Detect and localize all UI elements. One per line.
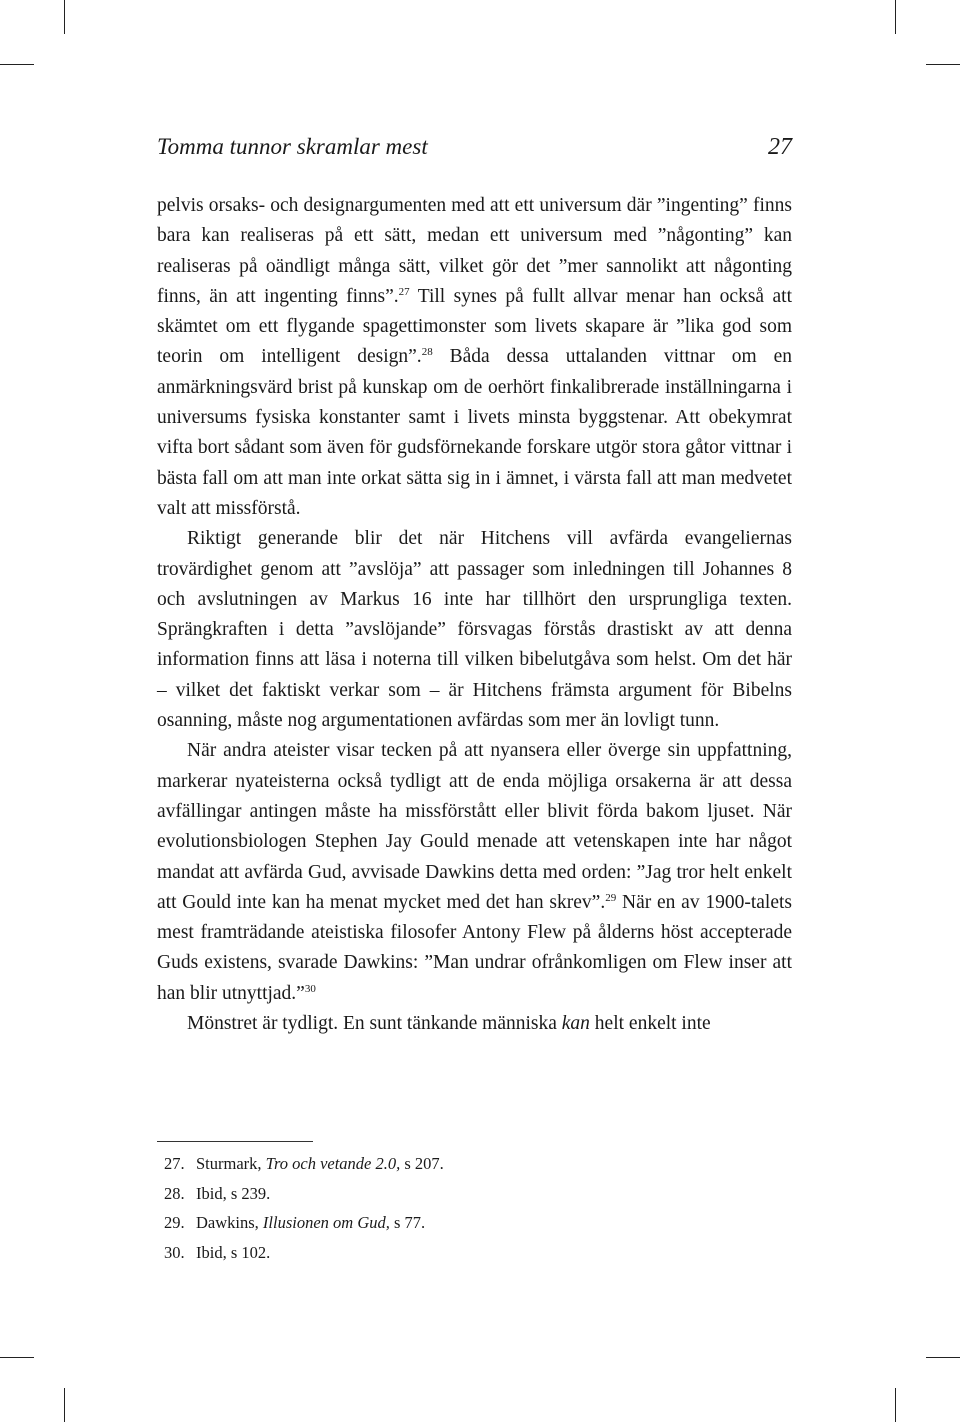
text-run: Riktigt generande blir det när Hitchens vill avfärda evangeliernas trovärdighet genom att ”avslöja” att passager som inledningen till Johannes 8 och avslutningen av Markus 16 inte har tillhört den ursprungliga texten. Sprängkraften i detta ”avslöjande” försvagas förstås drastiskt av att denna information finns att läsa i noterna till vilken bibelutgåva som helst. Om det här – vilket det faktiskt verkar som – är Hitchens främsta argument för Bibelns osanning, måste nog argumentationen avfärdas som mer än lovligt tunn.	[157, 528, 792, 732]
crop-mark	[926, 64, 960, 65]
crop-mark	[895, 1388, 896, 1422]
footnote-title: Tro och vetande 2.0,	[265, 1154, 401, 1173]
crop-mark	[0, 1357, 34, 1358]
emphasis: kan	[561, 1013, 590, 1035]
text-run: När en av 1900-talets mest framträdande ateistiska filosofer Antony Flew på ålderns höst accepterade Guds existens, svarade Dawkins: ”Man undrar ofrånkomligen om Flew inser att han blir utnyttjad.”	[157, 891, 793, 1004]
paragraph	[157, 524, 792, 736]
text-run: Båda dessa uttalanden vittnar om en anmärkningsvärd brist på kunskap om de oerhört finkalibrerade inställningarna i universums fysiska konstanter samt i livets minsta byggstenar. Att obekymrat vifta bort sådant som även för gudsförnekande forskare utgör stora gåtor vittnar i bästa fall om att man inte orkat sätta sig in i ämnet, i värsta fall att man medvetet valt att missförstå.	[157, 346, 792, 519]
text-run: pelvis orsaks- och designargumenten med att ett universum där ”ingenting” finns bara kan realiseras på ett sätt, medan ett universum med ”någonting” kan realiseras på oändligt många sätt, vilket gör det ”mer sannolikt att någonting finns, än att ingenting finns”.	[157, 195, 792, 307]
paragraph	[157, 1009, 792, 1039]
paragraph	[157, 191, 792, 524]
text-run: Mönstret är tydligt. En sunt tänkande människa	[187, 1013, 562, 1035]
footnote-number: 30.	[164, 1243, 185, 1263]
footnote	[164, 1208, 784, 1238]
page-number: 27	[768, 134, 792, 160]
footnote-text: Sturmark,	[196, 1154, 266, 1173]
footnote-text: Dawkins,	[196, 1213, 263, 1233]
text-run: När andra ateister visar tecken på att nyansera eller överge sin uppfattning, markerar nyateisterna också tydligt att de enda möjliga orsakerna är att dessa avfällingar antingen måste ha missförstått eller blivit förda bakom ljuset. När evolutionsbiologen Stephen Jay Gould menade att vetenskapen inte har något mandat att avfärda Gud, avvisade Dawkins detta med orden: ”Jag tror helt enkelt att Gould inte kan ha menat mycket med det han skrev”.	[157, 740, 792, 913]
footnote-ref: 27	[398, 285, 410, 298]
text-run: Till synes på fullt allvar menar han också att skämtet om ett flygande spagettimonster som livets skapare är ”lika god som teorin om intelligent design”.	[157, 285, 792, 368]
footnote-text: Ibid, s 102.	[196, 1243, 271, 1263]
footnote	[164, 1149, 784, 1179]
crop-mark	[0, 64, 34, 65]
crop-mark	[895, 0, 896, 34]
footnote-number: 27.	[164, 1154, 185, 1173]
footnote-title: Illusionen om Gud,	[262, 1213, 390, 1233]
paragraph	[157, 736, 792, 1009]
footnote-text: s 207.	[400, 1154, 444, 1173]
footnote-number: 28.	[164, 1183, 185, 1203]
footnote-text: Ibid, s 239.	[196, 1183, 271, 1203]
footnote-number: 29.	[164, 1213, 185, 1233]
body-text	[157, 191, 792, 1039]
crop-mark	[64, 0, 65, 34]
footnote-ref: 29	[605, 891, 617, 904]
footnote	[164, 1179, 784, 1209]
footnotes	[164, 1149, 784, 1268]
text-run: helt enkelt inte	[589, 1013, 711, 1035]
footnote-ref: 28	[421, 346, 433, 359]
footnote-rule	[157, 1141, 313, 1142]
footnote-ref: 30	[304, 982, 316, 995]
crop-mark	[926, 1357, 960, 1358]
running-title: Tomma tunnor skramlar mest	[157, 134, 428, 159]
footnote-text: s 77.	[389, 1213, 426, 1233]
crop-mark	[64, 1388, 65, 1422]
footnote	[164, 1238, 784, 1268]
running-header	[157, 130, 792, 166]
